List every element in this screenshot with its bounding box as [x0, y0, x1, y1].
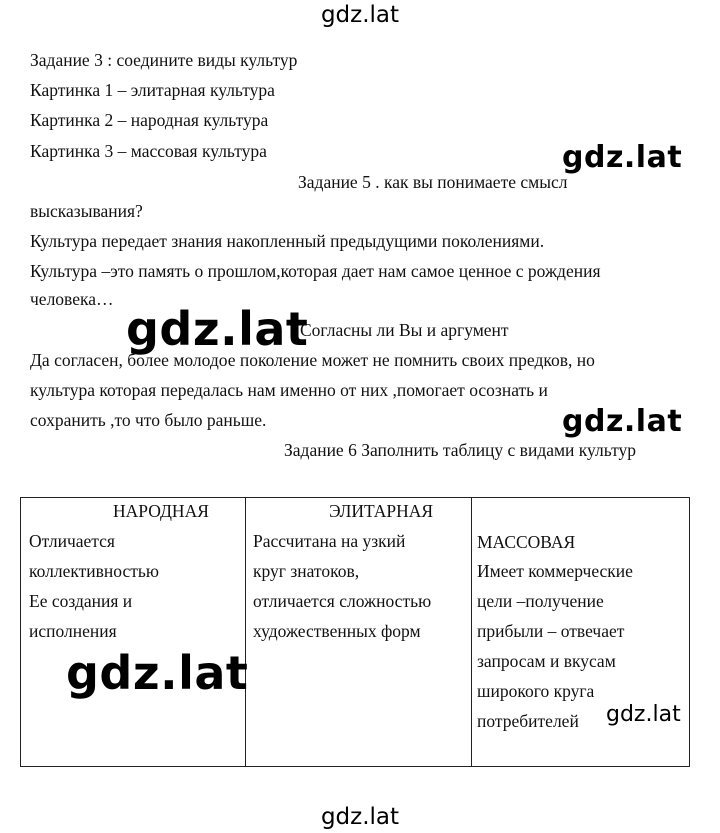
- table-column-folk: [21, 498, 249, 766]
- column-header-mass: МАССОВАЯ: [477, 532, 576, 552]
- cell-line: широкого круга: [477, 681, 595, 701]
- agree-line-1: Да согласен, более молодое поколение может не помнить своих предков, но: [30, 350, 595, 370]
- task3-heading: Задание 3 : соедините виды культур: [30, 50, 298, 70]
- cell-line: цели –получение: [477, 591, 604, 611]
- watermark-right-1: gdz.lat: [562, 140, 683, 175]
- cell-line: художественных форм: [253, 621, 421, 641]
- cell-line: прибыли – отвечает: [477, 621, 625, 641]
- answer-line-1: Культура передает знания накопленный предыдущими поколениями.: [30, 231, 545, 251]
- watermark-top: gdz.lat: [320, 2, 400, 28]
- agree-question: Согласны ли Вы и аргумент: [300, 320, 509, 340]
- answer-line-2: Культура –это память о прошлом,которая дает нам самое ценное с рождения: [30, 261, 601, 281]
- cell-line: потребителей: [477, 711, 579, 731]
- cell-line: коллективностью: [29, 561, 159, 581]
- column-header-folk: НАРОДНАЯ: [113, 501, 209, 521]
- watermark-bottom: gdz.lat: [320, 804, 400, 830]
- cell-line: Ее создания и: [29, 591, 133, 611]
- cell-line: отличается сложностью: [253, 591, 432, 611]
- watermark-right-2: gdz.lat: [562, 404, 683, 439]
- culture-types-table: [20, 497, 690, 767]
- watermark-in-cell: gdz.lat: [606, 702, 681, 727]
- cell-line: круг знатоков,: [253, 561, 360, 581]
- picture-1-line: Картинка 1 – элитарная культура: [30, 80, 275, 100]
- picture-3-line: Картинка 3 – массовая культура: [30, 141, 267, 161]
- picture-2-line: Картинка 2 – народная культура: [30, 110, 269, 130]
- agree-line-3: сохранить ,то что было раньше.: [30, 410, 267, 430]
- agree-line-2: культура которая передалась нам именно от них ,помогает осознать и: [30, 380, 548, 400]
- cell-line: запросам и вкусам: [477, 651, 616, 671]
- watermark-left-1: gdz.lat: [126, 302, 309, 356]
- cell-line: Отличается: [29, 531, 115, 551]
- cell-line: Имеет коммерческие: [477, 561, 633, 581]
- cell-line: Рассчитана на узкий: [253, 531, 406, 551]
- task5-heading: Задание 5 . как вы понимаете смысл: [298, 172, 568, 192]
- task6-heading: Задание 6 Заполнить таблицу с видами культур: [284, 440, 636, 460]
- watermark-left-2: gdz.lat: [66, 646, 249, 700]
- answer-line-3: человека…: [30, 289, 114, 309]
- task5-heading-cont: высказывания?: [30, 201, 143, 221]
- table-column-elite: [245, 498, 472, 766]
- cell-line: исполнения: [29, 621, 117, 641]
- column-header-elite: ЭЛИТАРНАЯ: [329, 501, 434, 521]
